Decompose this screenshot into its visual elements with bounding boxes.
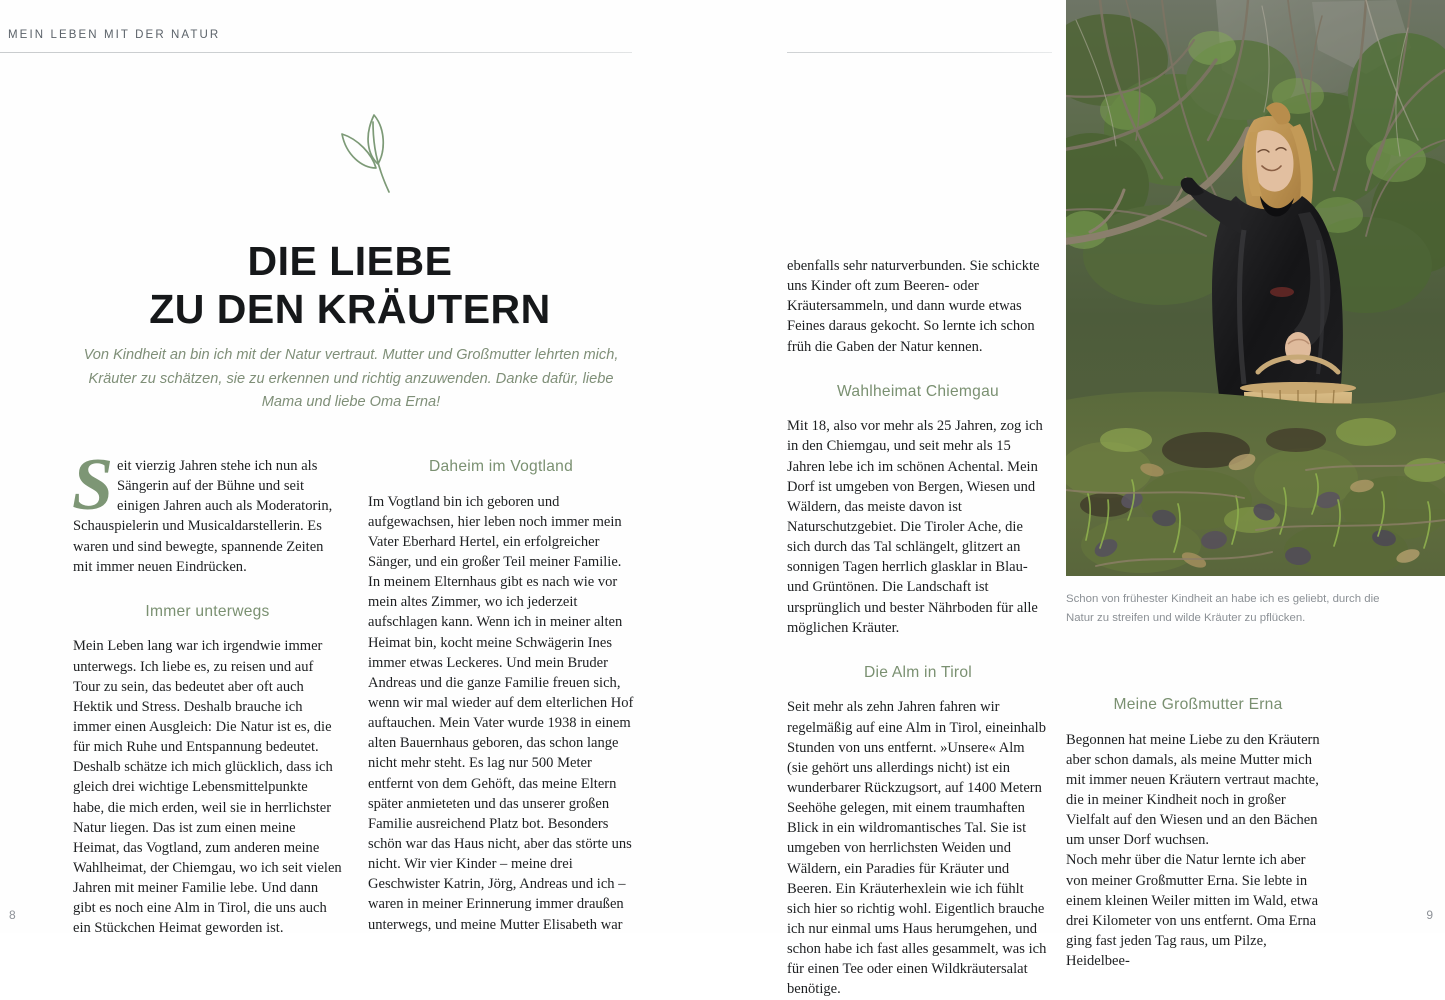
text-column-3 — [787, 256, 1049, 1000]
paragraph-immer-unterwegs: Mein Leben lang war ich irgendwie immer unterwegs. Ich liebe es, zu reisen und auf Tour zu sein, das bedeutet aber oft auch Hektik und Stress. Deshalb brauche ich immer einen Ausgleich: Die Natur ist es, die für mich Ruhe und Entspannung bedeutet. Deshalb schätze ich mich glücklich, dass ich gleich drei wichtige Lebensmittelpunkte habe, die mich erden, weil sie in herrlichster Natur liegen. Das ist zum einen meine Heimat, das Vogtland, zum anderen meine Wahlheimat, der Chiemgau, wo ich seit vielen Jahren mit meiner Familie lebe. Und dann gibt es noch eine Alm in Tirol, die uns auch ein Stückchen Heimat geworden ist. — [73, 638, 342, 937]
paragraph-daheim-im-vogtland: Im Vogtland bin ich geboren und aufgewachsen, hier leben noch immer mein Vater Eberhard Hertel, ein erfolgreicher Sänger, und ein großer Teil meiner Familie. In meinem Elternhaus gibt es nach wie vor mein altes Zimmer, wo ich jederzeit aufschlagen kann. Wenn ich in meiner alten Heimat bin, kocht meine Schwägerin Ines immer etwas Leckeres. Und mein Bruder Andreas und die ganze Familie freuen sich, wenn wir mal wieder auf dem elterlichen Hof auftauchen. Mein Vater wurde 1938 in einem alten Bauernhaus geboren, das schon lange nicht mehr steht. Es lag nur 500 Meter entfernt von dem Gehöft, das meine Eltern später anmieteten und das unserer großen Familie ausreichend Platz bot. Besonders schön war das Haus nicht, aber das störte uns nicht. Wir vier Kinder – meine drei Geschwister Katrin, Jörg, Andreas und ich – waren in meiner Erinnerung immer draußen unterwegs, und meine Mutter Elisabeth war — [368, 493, 634, 933]
dropcap-paragraph — [72, 444, 342, 577]
subheading-meine-grossmutter-erna-wrap — [1066, 694, 1330, 716]
paragraph-wahlheimat-chiemgau: Mit 18, also vor mehr als 25 Jahren, zog ich in den Chiemgau, und seit mehr als 15 Jahren lebe ich im schönen Achental. Mein Dorf ist umgeben von Bergen, Wiesen und Wäldern, das meiste davon ist Naturschutzgebiet. Die Tiroler Ache, die sich durch das Tal schlängelt, glitzert an sonnigen Tagen herrlich glasklar in Blau- und Grüntönen. Die Landschaft ist ursprünglich und bester Nährboden für alle möglichen Kräuter. — [787, 418, 1043, 636]
paragraph-grossmutter-erna-2: Noch mehr über die Natur lernte ich aber von meiner Großmutter Erna. Sie lebte in einem kleinen Weiler mitten im Wald, etwa drei Kilometer von uns entfernt. Oma Erna ging fast jeden Tag raus, um Pilze, Heidelbee- — [1066, 852, 1319, 970]
running-head: MEIN LEBEN MIT DER NATUR — [8, 29, 221, 41]
chapter-title-line1: DIE LIEBE — [247, 238, 453, 284]
spread-gutter — [722, 0, 723, 933]
chapter-title-line2: ZU DEN KRÄUTERN — [149, 285, 551, 332]
opening-paragraph — [73, 456, 342, 577]
paragraph-grossmutter-erna-1: Begonnen hat meine Liebe zu den Kräutern aber schon damals, als meine Mutter mich mit immer neuen Kräutern vertraut machte, die in meiner Kindheit noch in großer Vielfalt auf den Wiesen und an den Bächen um unser Dorf wuchsen. — [1066, 731, 1320, 849]
leaf-ornament-icon — [333, 112, 403, 197]
subheading-wahlheimat-chiemgau-wrap — [787, 381, 1049, 403]
page-number-right: 9 — [1426, 908, 1433, 922]
dropcap-full-width-lines: Schauspielerin und Musicaldarstellerin. Es waren und sind bewegte, spannende Zeiten mit immer neuen Eindrücken. — [73, 518, 324, 575]
text-column-1 — [72, 444, 342, 939]
subheading-daheim-im-vogtland-wrap — [368, 456, 634, 478]
subheading-wahlheimat-chiemgau: Wahlheimat Chiemgau — [837, 382, 999, 400]
text-column-4 — [1066, 694, 1330, 971]
page-number-left: 8 — [9, 908, 16, 922]
subheading-immer-unterwegs: Immer unterwegs — [145, 602, 270, 620]
subheading-die-alm-in-tirol-wrap — [787, 662, 1049, 684]
paragraph-continued-from-previous-page: ebenfalls sehr naturverbunden. Sie schickte uns Kinder oft zum Beeren- oder Kräutersammeln, und dann wurde etwas Feines daraus gekocht. So lernte ich schon früh die Gaben der Natur kennen. — [787, 258, 1040, 355]
chapter-title — [60, 238, 640, 333]
photo-caption: Schon von frühester Kindheit an habe ich es geliebt, durch die Natur zu streifen und wilde Kräuter zu pflücken. — [1066, 593, 1380, 625]
subheading-daheim-im-vogtland: Daheim im Vogtland — [428, 458, 574, 475]
photo-woman-foraging-in-forest — [1066, 0, 1445, 576]
subheading-die-alm-in-tirol: Die Alm in Tirol — [864, 663, 972, 681]
header-rule-left-page — [0, 52, 632, 53]
drop-cap-letter: S — [72, 444, 114, 526]
subheading-meine-grossmutter-erna: Meine Großmutter Erna — [1113, 696, 1283, 713]
chapter-intro-text: Von Kindheit an bin ich mit der Natur vertraut. Mutter und Großmutter lehrten mich, Kräuter zu schätzen, sie zu erkennen und richtig anzuwenden. Danke dafür, liebe Mama und liebe Oma Erna! — [83, 347, 619, 411]
paragraph-die-alm-in-tirol: Seit mehr als zehn Jahren fahren wir regelmäßig auf eine Alm in Tirol, eineinhalb Stunden von uns entfernt. »Unsere« Alm (sie gehört uns allerdings nicht) ist ein wunderbarer Rückzugsort, auf 1400 Metern Seehöhe gelegen, mit einem traumhaften Blick in ein wildromantisches Tal. Sie ist umgeben von herrlichsten Weiden und Wäldern, ein Paradies für Kräuter und Beeren. Ein Kräuterhexlein wie ich fühlt sich hier so richtig wohl. Eigentlich brauche ich nur einmal ums Haus herumgehen, und schon habe ich fast alles gesammelt, was ich für einen Tee oder einen Wildkräutersalat benötige. — [787, 699, 1047, 998]
dropcap-indented-lines: eit vierzig Jahren stehe ich nun als Sängerin auf der Bühne und seit einigen Jahren auch als Moderatorin, — [117, 458, 333, 515]
subheading-immer-unterwegs-wrap — [73, 601, 342, 623]
text-column-2 — [368, 456, 634, 935]
header-rule-right-page — [787, 52, 1052, 53]
